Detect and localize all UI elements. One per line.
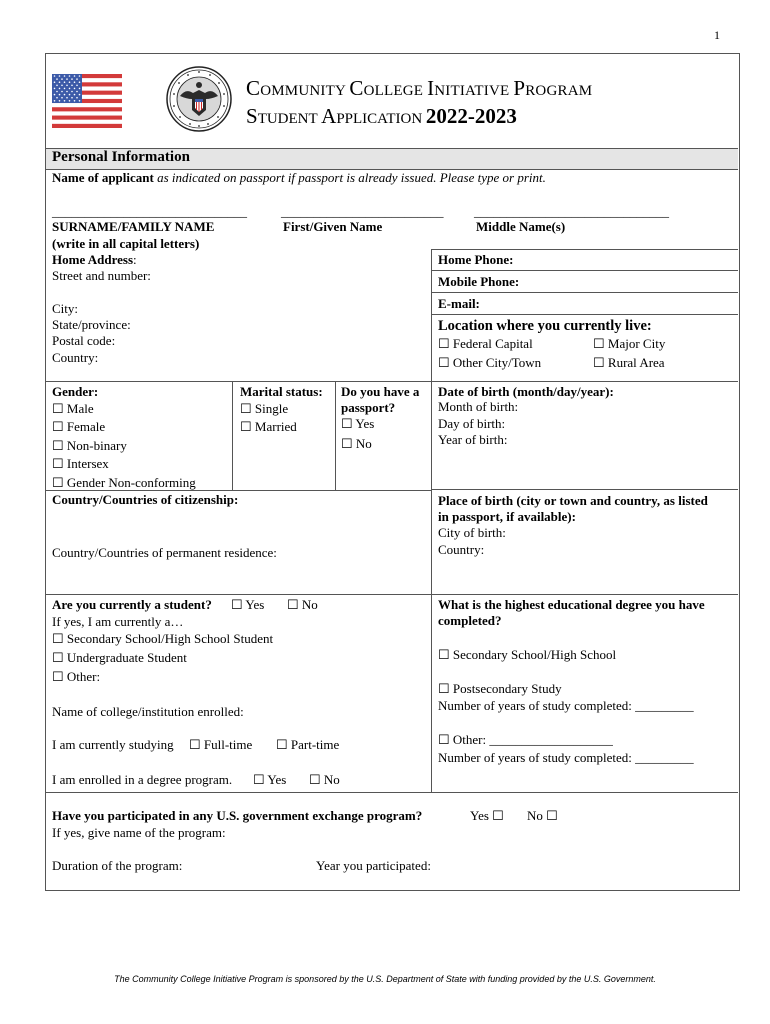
- marital-single-checkbox[interactable]: ☐ Single: [240, 401, 289, 416]
- postal-code-field[interactable]: Postal code:: [52, 333, 116, 348]
- fulltime-checkbox[interactable]: ☐ Full-time: [189, 737, 253, 752]
- program-year: 2022-2023: [425, 104, 517, 128]
- divider: [46, 381, 738, 382]
- student-no-checkbox[interactable]: ☐ No: [287, 597, 318, 612]
- surname-note: (write in all capital letters): [52, 236, 200, 251]
- gender-male-checkbox[interactable]: ☐ Male: [52, 401, 94, 416]
- exchange-program-name-field[interactable]: If yes, give name of the program:: [52, 825, 226, 840]
- degree-program-label: I am enrolled in a degree program.: [52, 772, 233, 787]
- year-of-birth-field[interactable]: Year of birth:: [438, 432, 508, 447]
- gender-intersex-checkbox[interactable]: ☐ Intersex: [52, 456, 109, 471]
- gender-label: Gender:: [52, 384, 99, 399]
- parttime-checkbox[interactable]: ☐ Part-time: [276, 737, 340, 752]
- studying-label: I am currently studying: [52, 737, 174, 752]
- day-of-birth-field[interactable]: Day of birth:: [438, 416, 506, 431]
- passport-yes-checkbox[interactable]: ☐ Yes: [341, 416, 375, 431]
- exchange-year-field[interactable]: Year you participated:: [316, 858, 431, 873]
- middle-name-field-line[interactable]: ______________________________: [474, 204, 669, 219]
- exchange-question: Have you participated in any U.S. government exchange program?: [52, 808, 423, 823]
- birthplace-label-cont: in passport, if available):: [438, 509, 576, 524]
- education-other-checkbox[interactable]: ☐ Other: ___________________: [438, 732, 613, 747]
- college-name-field[interactable]: Name of college/institution enrolled:: [52, 704, 244, 719]
- exchange-yes-checkbox[interactable]: Yes ☐: [470, 808, 504, 823]
- passport-label-cont: passport?: [341, 400, 396, 415]
- education-postsecondary-checkbox[interactable]: ☐ Postsecondary Study: [438, 681, 562, 696]
- mobile-phone-field[interactable]: Mobile Phone:: [438, 274, 520, 289]
- degree-no-checkbox[interactable]: ☐ No: [309, 772, 340, 787]
- state-department-seal-logo: [166, 66, 232, 132]
- surname-field-line[interactable]: ______________________________: [52, 204, 247, 219]
- birthplace-label: Place of birth (city or town and country, as listed: [438, 493, 708, 508]
- divider: [431, 292, 738, 293]
- section-title: Personal Information: [52, 149, 190, 165]
- first-name-label: First/Given Name: [283, 219, 383, 234]
- divider: [431, 249, 738, 250]
- divider: [46, 594, 738, 595]
- location-title: Location where you currently live:: [438, 318, 652, 334]
- gender-non-binary-checkbox[interactable]: ☐ Non-binary: [52, 438, 127, 453]
- middle-name-label: Middle Name(s): [476, 219, 566, 234]
- first-name-field-line[interactable]: _________________________: [281, 204, 444, 219]
- footer-note: The Community College Initiative Program is sponsored by the U.S. Department of State with funding provided by the U.S. Government.: [114, 974, 656, 984]
- home-phone-field[interactable]: Home Phone:: [438, 252, 514, 267]
- location-major-city-checkbox[interactable]: ☐ Major City: [593, 336, 666, 351]
- us-flag-logo: [52, 74, 122, 128]
- divider: [431, 270, 738, 271]
- divider: [46, 792, 738, 793]
- street-field[interactable]: Street and number:: [52, 268, 151, 283]
- country-field[interactable]: Country:: [52, 350, 99, 365]
- exchange-no-checkbox[interactable]: No ☐: [527, 808, 558, 823]
- city-of-birth-field[interactable]: City of birth:: [438, 525, 506, 540]
- student-yes-checkbox[interactable]: ☐ Yes: [231, 597, 265, 612]
- form-title-line1: COMMUNITY COLLEGE INITIATIVE PROGRAM: [246, 76, 593, 100]
- student-other-checkbox[interactable]: ☐ Other:: [52, 669, 101, 684]
- surname-label: SURNAME/FAMILY NAME: [52, 219, 215, 234]
- student-secondary-checkbox[interactable]: ☐ Secondary School/High School Student: [52, 631, 274, 646]
- passport-no-checkbox[interactable]: ☐ No: [341, 436, 372, 451]
- divider: [431, 314, 738, 315]
- student-ifyes-label: If yes, I am currently a…: [52, 614, 184, 629]
- country-of-birth-field[interactable]: Country:: [438, 542, 485, 557]
- student-undergraduate-checkbox[interactable]: ☐ Undergraduate Student: [52, 650, 187, 665]
- divider: [431, 381, 432, 792]
- divider: [335, 381, 336, 490]
- home-address-label: Home Address:: [52, 252, 137, 267]
- education-label-cont: completed?: [438, 613, 502, 628]
- page-number: 1: [714, 28, 720, 42]
- marital-status-label: Marital status:: [240, 384, 323, 399]
- month-of-birth-field[interactable]: Month of birth:: [438, 399, 519, 414]
- passport-label: Do you have a: [341, 384, 420, 399]
- location-rural-area-checkbox[interactable]: ☐ Rural Area: [593, 355, 665, 370]
- location-federal-capital-checkbox[interactable]: ☐ Federal Capital: [438, 336, 533, 351]
- postsecondary-years-field[interactable]: Number of years of study completed: _________: [438, 698, 694, 713]
- name-instruction: Name of applicant as indicated on passport if passport is already issued. Please type or print.: [52, 170, 546, 185]
- education-label: What is the highest educational degree you have: [438, 597, 705, 612]
- form-title-line2: STUDENT APPLICATION 2022-2023: [246, 104, 517, 128]
- divider: [431, 489, 738, 490]
- degree-yes-checkbox[interactable]: ☐ Yes: [253, 772, 287, 787]
- dob-label: Date of birth (month/day/year):: [438, 384, 614, 399]
- permanent-residence-field[interactable]: Country/Countries of permanent residence:: [52, 545, 277, 560]
- city-field[interactable]: City:: [52, 301, 79, 316]
- state-field[interactable]: State/province:: [52, 317, 131, 332]
- education-secondary-checkbox[interactable]: ☐ Secondary School/High School: [438, 647, 617, 662]
- divider: [232, 381, 233, 490]
- exchange-duration-field[interactable]: Duration of the program:: [52, 858, 183, 873]
- marital-married-checkbox[interactable]: ☐ Married: [240, 419, 297, 434]
- citizenship-field[interactable]: Country/Countries of citizenship:: [52, 492, 239, 507]
- student-question: Are you currently a student?: [52, 597, 212, 612]
- gender-female-checkbox[interactable]: ☐ Female: [52, 419, 106, 434]
- gender-non-conforming-checkbox[interactable]: ☐ Gender Non-conforming: [52, 475, 196, 490]
- email-field[interactable]: E-mail:: [438, 296, 480, 311]
- location-other-city-checkbox[interactable]: ☐ Other City/Town: [438, 355, 542, 370]
- other-years-field[interactable]: Number of years of study completed: _________: [438, 750, 694, 765]
